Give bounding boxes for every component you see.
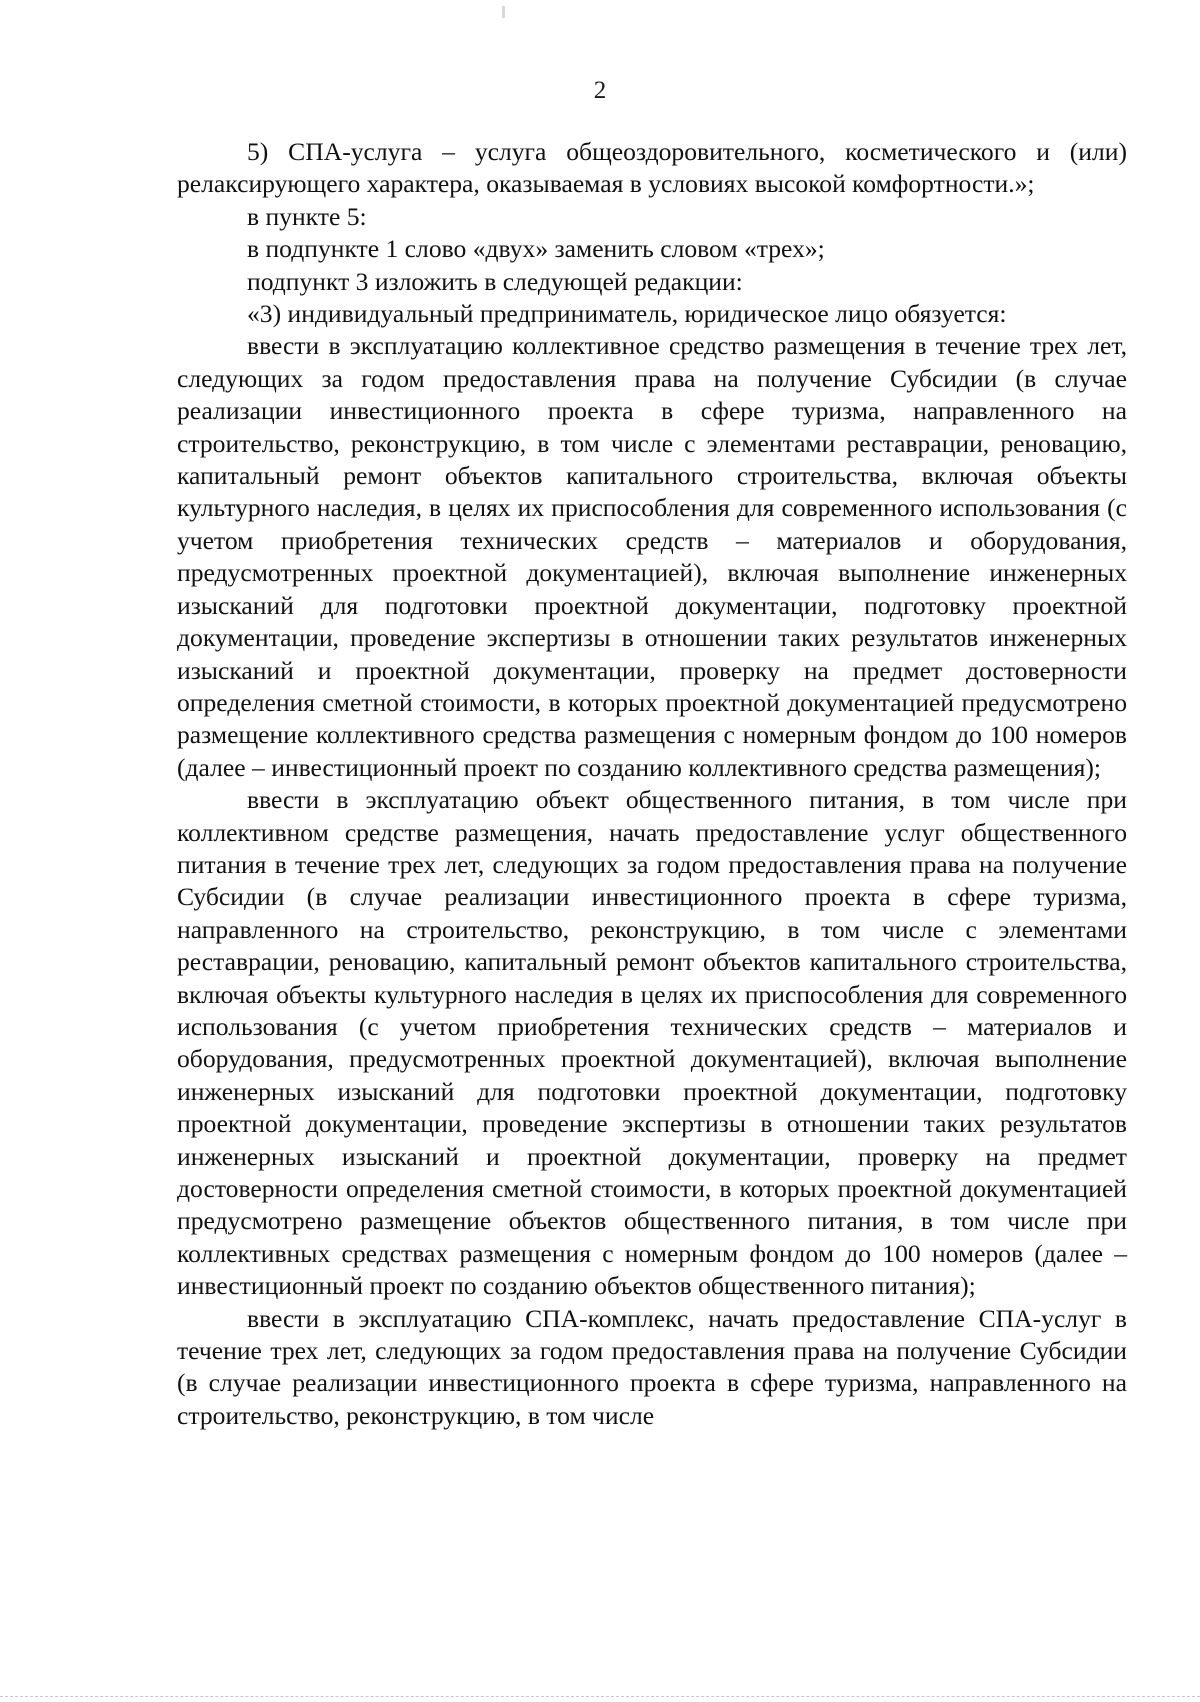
- paragraph-clause-5: в пункте 5:: [247, 201, 367, 231]
- document-body: [177, 136, 1127, 1432]
- page-number: 2: [593, 77, 607, 104]
- paragraph-catering: ввести в эксплуатацию объект общественного питания, в том числе при коллективном средстве размещения, начать предоставление услуг общественного питания в течение трех лет, следующих за годом предоставления права на получение Субсидии (в случае реализации инвестиционного проекта в сфере туризма, направленного на строительство, реконструкцию, в том числе с элементами реставрации, реновацию, капитальный ремонт объектов капитального строительства, включая объекты культурного наследия в целях их приспособления для современного использования (с учетом приобретения технических средств – материалов и оборудования, предусмотренных проектной документацией), включая выполнение инженерных изысканий для подготовки проектной документации, подготовку проектной документации, проведение экспертизы в отношении таких результатов инженерных изысканий и проектной документации, проверку на предмет достоверности определения сметной стоимости, в которых проектной документацией предусмотрено размещение объектов общественного питания, в том числе при коллективных средствах размещения с номерным фондом до 100 номеров (далее – инвестиционный проект по созданию объектов общественного питания);: [177, 785, 1127, 1301]
- scan-artifact: [502, 6, 505, 18]
- scan-bottom-edge: [0, 1696, 1200, 1697]
- paragraph-accommodation: ввести в эксплуатацию коллективное средство размещения в течение трех лет, следующих за годом предоставления права на получение Субсидии (в случае реализации инвестиционного проекта в сфере туризма, направленного на строительство, реконструкцию, в том числе с элементами реставрации, реновацию, капитальный ремонт объектов капитального строительства, включая объекты культурного наследия, в целях их приспособления для современного использования (с учетом приобретения технических средств – материалов и оборудования, предусмотренных проектной документацией), включая выполнение инженерных изысканий для подготовки проектной документации, подготовку проектной документации, проведение экспертизы в отношении таких результатов инженерных изысканий и проектной документации, проверку на предмет достоверности определения сметной стоимости, в которых проектной документацией предусмотрено размещение коллективного средства размещения с номерным фондом до 100 номеров (далее – инвестиционный проект по созданию коллективного средства размещения);: [177, 331, 1127, 782]
- paragraph-obligation-intro: «3) индивидуальный предприниматель, юридическое лицо обязуется:: [247, 299, 1007, 329]
- paragraph-subclause-3: подпункт 3 изложить в следующей редакции:: [247, 266, 743, 296]
- paragraph-spa-complex: ввести в эксплуатацию СПА-комплекс, начать предоставление СПА-услуг в течение трех лет, следующих за годом предоставления права на получение Субсидии (в случае реализации инвестиционного проекта в сфере туризма, направленного на строительство, реконструкцию, в том числе: [177, 1303, 1127, 1430]
- paragraph-subclause-1: в подпункте 1 слово «двух» заменить словом «трех»;: [247, 234, 825, 264]
- paragraph-spa-definition: 5) СПА-услуга – услуга общеоздоровительного, косметического и (или) релаксирующего характера, оказываемая в условиях высокой комфортности.»;: [177, 137, 1127, 199]
